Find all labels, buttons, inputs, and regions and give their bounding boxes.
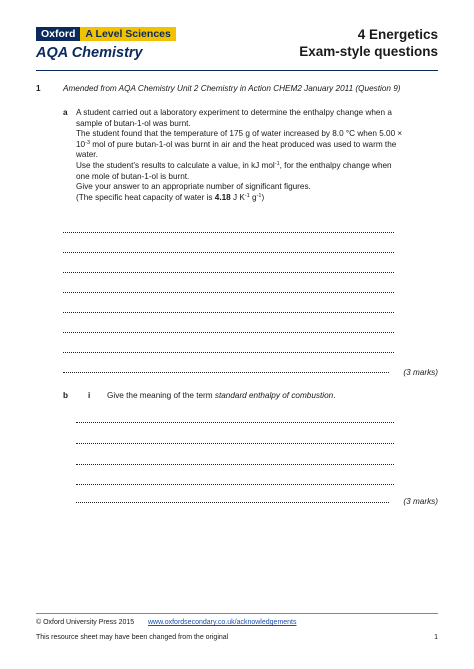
chapter-title: 4 Energetics — [357, 27, 438, 42]
part-a-marks: (3 marks) — [403, 368, 438, 377]
answer-line[interactable] — [63, 352, 394, 353]
answer-line[interactable] — [63, 232, 394, 233]
part-a-instruction: Use the student’s results to calculate a value, in kJ mol$^{-1}$, for the enthalpy change when one mole of butan-1-ol is burnt. — [76, 160, 392, 181]
footer-rule — [36, 613, 438, 614]
part-b-marks: (3 marks) — [403, 497, 438, 506]
part-a-label: a — [63, 108, 68, 117]
part-a-heat-capacity: (The specific heat capacity of water is 4.18 J $K^{-1}$ $g^{-1}$) — [76, 192, 265, 202]
part-b-label: b — [63, 391, 69, 400]
answer-line[interactable] — [63, 252, 394, 253]
page-number: 1 — [434, 634, 438, 641]
part-b-sublabel: i — [88, 391, 91, 400]
answer-line[interactable] — [76, 502, 389, 503]
answer-line[interactable] — [76, 484, 394, 485]
part-a-data: The student found that the temperature of 175 g of water increased by 8.0 °C when $5.00 \times 10^{-3}$ mol of pure butan-1-ol was burnt in air and the heat produced was used to warm the water. — [76, 129, 403, 160]
footer-link[interactable]: www.oxfordsecondary.co.uk/acknowledgements — [148, 619, 297, 626]
part-a-intro: A student carried out a laboratory experiment to determine the enthalpy change when a sample of butan-1-ol was burnt. — [76, 108, 392, 128]
answer-line[interactable] — [63, 332, 394, 333]
answer-line[interactable] — [76, 422, 394, 423]
question-number: 1 — [36, 84, 41, 93]
brand-oxford: Oxford — [36, 27, 80, 41]
part-b-text: Give the meaning of the term standard enthalpy of combustion. — [107, 391, 336, 400]
answer-line[interactable] — [63, 312, 394, 313]
subject-title: AQA Chemistry — [36, 45, 143, 61]
answer-line[interactable] — [76, 443, 394, 444]
footer-notice: This resource sheet may have been changed from the original — [36, 634, 229, 641]
answer-line[interactable] — [63, 272, 394, 273]
part-a-text — [76, 108, 406, 203]
question-source: Amended from AQA Chemistry Unit 2 Chemistry in Action CHEM2 January 2011 (Question 9) — [63, 84, 401, 93]
answer-line[interactable] — [63, 372, 389, 373]
brand-series: A Level Sciences — [80, 27, 175, 41]
part-a-sigfigs: Give your answer to an appropriate number of significant figures. — [76, 182, 311, 192]
answer-line[interactable] — [63, 292, 394, 293]
answer-line[interactable] — [76, 464, 394, 465]
section-title: Exam-style questions — [299, 44, 438, 59]
header-rule — [36, 70, 438, 71]
footer-copyright: © Oxford University Press 2015 — [36, 619, 135, 626]
brand-logo — [36, 27, 176, 41]
